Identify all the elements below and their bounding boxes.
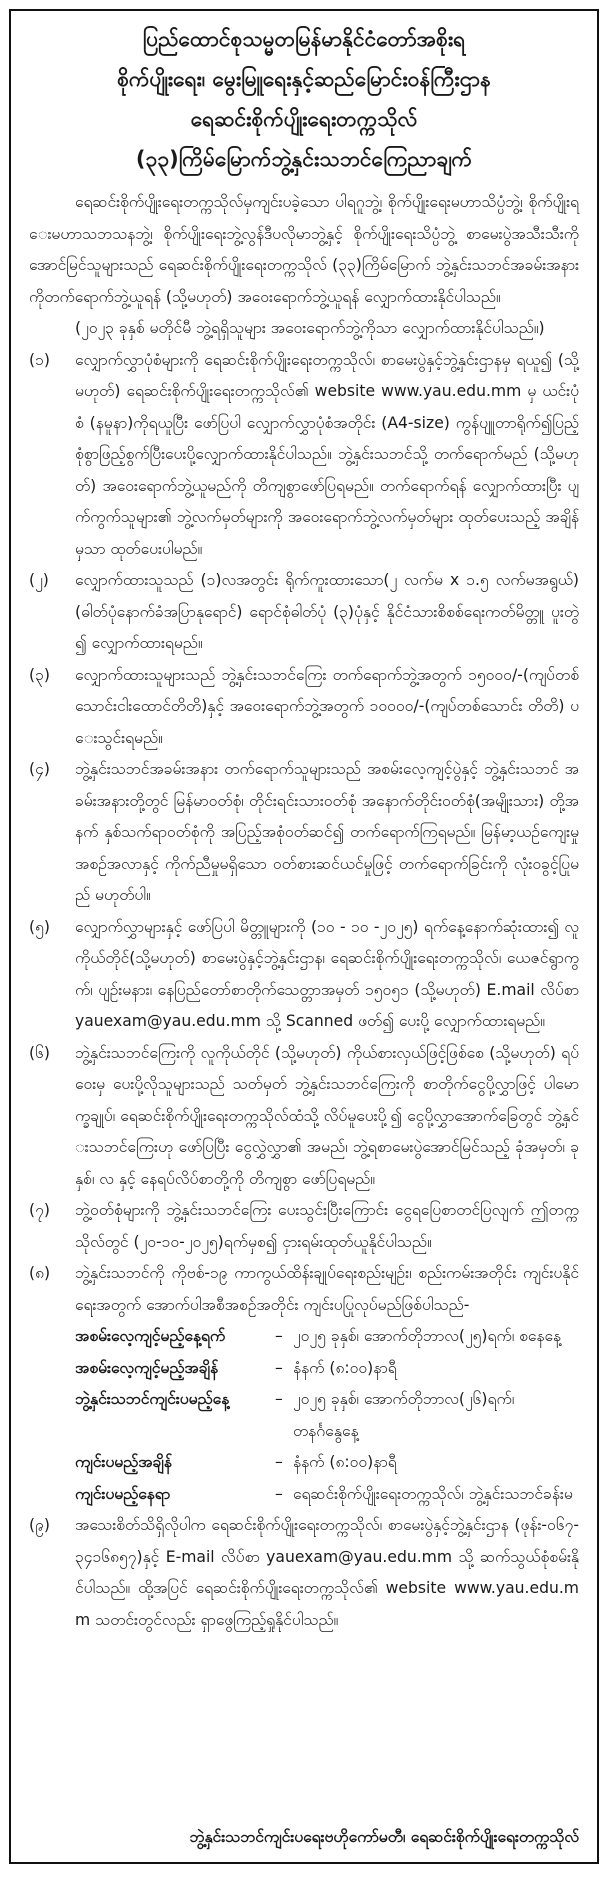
list-item (29, 1510, 579, 1636)
item-text: ဘွဲ့ဝတ်စုံများကို ဘွဲ့နှင်းသဘင်ကြေး ပေးသွင်းပြီးကြောင်း ငွေရပြေစာတင်ပြလျက် ဤတက္ကသိုလ်တွင် (၂၀-၁၀-၂၀၂၅)ရက်မှစ၍ ငှားရမ်းထုတ်ယူနိုင်ပါသည်။ (75, 1201, 579, 1251)
schedule-row: ကျင်းပမည့်နေရာ – ရေဆင်းစိုက်ပျိုးရေးတက္ကသိုလ်၊ ဘွဲ့နှင်းသဘင်ခန်းမ (75, 1479, 579, 1511)
item-number: (၃) (29, 665, 50, 684)
list-item (29, 912, 579, 1038)
list-item (29, 565, 579, 660)
item-text: ဘွဲ့နှင်းသဘင်ကို ကိုဗစ်-၁၉ ကာကွယ်ထိန်းချုပ်ရေးစည်းမျဉ်း၊ စည်းကမ်းအတိုင်း ကျင်းပနိုင်ရေးအတွက် အောက်ပါအစီအစဉ်အတိုင်း ကျင်းပပြုလုပ်မည်ဖြစ်ပါသည်- (75, 1264, 579, 1314)
item-number: (၉) (29, 1516, 50, 1534)
issuer-signature: ဘွဲ့နှင်းသဘင်ကျင်းပရေးဗဟိုကော်မတီ၊ ရေဆင်းစိုက်ပျိုးရေးတက္ကသိုလ် (189, 1828, 579, 1846)
schedule-value: ရေဆင်းစိုက်ပျိုးရေးတက္ကသိုလ်၊ ဘွဲ့နှင်းသဘင်ခန်းမ (293, 1484, 573, 1503)
ceremony-schedule (75, 1321, 579, 1510)
header-ministry: စိုက်ပျိုးရေး၊ မွေးမြူရေးနှင့်ဆည်မြောင်းဝန်ကြီးဌာန (117, 67, 491, 91)
list-item (29, 1195, 579, 1258)
item-text: လျှောက်ထားသူသည် (၁)လအတွင်း ရိုက်ကူးထားသော(၂ လက်မ x ၁.၅ လက်မအရွယ်) (ဓါတ်ပုံနောက်ခံအပြာနုရောင်) ရောင်စုံဓါတ်ပုံ (၃)ပုံနှင့် နိုင်ငံသားစိစစ်ရေးကတ်မိတ္တူ ပူးတွဲ၍ လျှောက်ထားရမည်။ (75, 571, 579, 652)
item-text: အသေးစိတ်သိရှိလိုပါက ရေဆင်းစိုက်ပျိုးရေးတက္ကသိုလ်၊ စာမေးပွဲနှင့်ဘွဲ့နှင်းဌာန (ဖုန်း-၀၆၇-၃၄၁၆၈၅၇)နှင့် E-mail လိပ်စာ yauexam@yau.edu.mm သို့ ဆက်သွယ်စုံစမ်းနိုင်ပါသည်။ ထို့အပြင် ရေဆင်းစိုက်ပျိုးရေးတက္ကသိုလ်၏ website www.yau.edu.mm သတင်းတွင်လည်း ရှာဖွေကြည့်ရှုနိုင်ပါသည်။ (75, 1516, 579, 1629)
list-item (29, 1258, 579, 1321)
header-government: ပြည်ထောင်စုသမ္မတမြန်မာနိုင်ငံတော်အစိုးရ (142, 27, 466, 51)
schedule-value: နံနက် (၈:၀၀)နာရီ (293, 1453, 397, 1471)
list-item (29, 660, 579, 755)
item-text: လျှောက်ထားသူများသည် ဘွဲ့နှင်းသဘင်ကြေး တက်ရောက်ဘွဲ့အတွက် ၁၅၀၀၀/-(ကျပ်တစ်သောင်းငါးထောင်တိတိ)နှင့် အဝေးရောက်ဘွဲ့အတွက် ၁၀၀၀၀/-(ကျပ်တစ်သောင်း တိတိ) ပေးသွင်းရမည်။ (75, 665, 579, 747)
schedule-label: ကျင်းပမည့်အချိန် (75, 1453, 172, 1471)
schedule-label: အစမ်းလေ့ကျင့်မည့်နေ့ရက် (75, 1327, 226, 1345)
item-number: (၂) (29, 571, 49, 589)
schedule-label: အစမ်းလေ့ကျင့်မည့်အချိန် (75, 1358, 219, 1377)
item-number: (၁) (29, 350, 50, 369)
item-number: (၈) (29, 1264, 51, 1282)
note-paragraph: (၂၀၂၃ ခုနှစ် မတိုင်မီ ဘွဲ့ရရှိသူများ အဝေးရောက်ဘွဲ့ကိုသာ လျှောက်ထားနိုင်ပါသည်။) (75, 319, 545, 337)
item-text: လျှောက်လွှာများနှင့် ဖော်ပြပါ မိတ္တူများကို (၁၀ - ၁၀ -၂၀၂၅) ရက်နေ့နောက်ဆုံးထား၍ လူကိုယ်တိုင်(သို့မဟုတ်) စာမေးပွဲနှင့်ဘွဲ့နှင်းဌာန၊ ရေဆင်းစိုက်ပျိုးရေးတက္ကသိုလ်၊ ယေဇင်ရွာကွက်၊ ပျဉ်းမနား၊ နေပြည်တော်စာတိုက်သေတ္တာအမှတ် ၁၅၀၅၁ (သို့မဟုတ်) E.mail လိပ်စာ yauexam@yau.edu.mm သို့ Scanned ဖတ်၍ ပေးပို့ လျှောက်ထားရမည်။ (75, 917, 579, 1030)
schedule-row: ကျင်းပမည့်အချိန် – နံနက် (၈:၀၀)နာရီ (75, 1447, 579, 1479)
header-university: ရေဆင်းစိုက်ပျိုးရေးတက္ကသိုလ် (190, 107, 418, 131)
list-item (29, 345, 579, 566)
list-item (29, 1038, 579, 1196)
item-text: ဘွဲ့နှင်းသဘင်အခမ်းအနား တက်ရောက်သူများသည် အစမ်းလေ့ကျင့်ပွဲနှင့် ဘွဲ့နှင်းသဘင် အခမ်းအနားတို့တွင် မြန်မာဝတ်စုံ၊ တိုင်းရင်းသားဝတ်စုံ အနောက်တိုင်းဝတ်စုံ(အမျိုးသား) တို့အနက် နှစ်သက်ရာဝတ်စုံကို အပြည့်အစုံဝတ်ဆင်၍ တက်ရောက်ကြရမည်။ မြန်မာ့ယဉ်ကျေးမှု အစဉ်အလာနှင့် ကိုက်ညီမှုမရှိသော ဝတ်စားဆင်ယင်မှုဖြင့် တက်ရောက်ခြင်းကို လုံးဝခွင့်ပြုမည် မဟုတ်ပါ။ (75, 760, 579, 904)
item-number: (၅) (29, 917, 50, 936)
schedule-row: ဘွဲ့နှင်းသဘင်ကျင်းပမည့်နေ့ – ၂၀၂၅ ခုနှစ်၊ အောက်တိုဘာလ(၂၆)ရက်၊ တနင်္ဂနွေနေ့ (75, 1384, 579, 1447)
schedule-value: ၂၀၂၅ ခုနှစ်၊ အောက်တိုဘာလ(၂၆)ရက်၊ တနင်္ဂနွေနေ့ (293, 1390, 515, 1440)
announcement-page (9, 9, 599, 1864)
list-item (29, 754, 579, 912)
intro-paragraph: ရေဆင်းစိုက်ပျိုးရေးတက္ကသိုလ်မှကျင်းပခဲ့သော ပါရဂူဘွဲ့၊ စိုက်ပျိုးရေးမဟာသိပ္ပံဘွဲ့၊ စိုက်ပျိုးရေးမဟာသဘသနဘွဲ့၊ စိုက်ပျိုးရေးဘွဲ့လွန်ဒီပလိုမာဘွဲ့နှင့် စိုက်ပျိုးရေးသိပ္ပံဘွဲ့ စာမေးပွဲအသီးသီးကို အောင်မြင်သူများသည် ရေဆင်းစိုက်ပျိုးရေးတက္ကသိုလ် (၃၃)ကြိမ်မြောက် ဘွဲ့နှင်းသဘင်အခမ်းအနားကိုတက်ရောက်ဘွဲ့ယူရန် (သို့မဟုတ်) အဝေးရောက်ဘွဲ့ယူရန် လျှောက်ထားနိုင်ပါသည်။ (29, 193, 579, 306)
schedule-value: နံနက် (၈:၀၀)နာရီ (293, 1358, 397, 1377)
schedule-row: အစမ်းလေ့ကျင့်မည့်နေ့ရက် – ၂၀၂၅ ခုနှစ်၊ အောက်တိုဘာလ(၂၅)ရက်၊ စနေနေ့ (75, 1321, 579, 1353)
item-number: (၇) (29, 1201, 50, 1219)
schedule-label: ကျင်းပမည့်နေရာ (75, 1484, 171, 1503)
item-text: လျှောက်လွှာပုံစံများကို ရေဆင်းစိုက်ပျိုးရေးတက္ကသိုလ်၊ စာမေးပွဲနှင့်ဘွဲ့နှင်းဌာနမှ ရယူ၍ (သို့မဟုတ်) ရေဆင်းစိုက်ပျိုးရေးတက္ကသိုလ်၏ website www.yau.edu.mm မှ ယင်းပုံစံ (နမူနာ)ကိုရယူပြီး ဖော်ပြပါ လျှောက်လွှာပုံစံအတိုင်း (A4-size) ကွန်ပျူတာရိုက်၍ပြည့်စုံစွာဖြည့်စွက်ပြီးပေးပို့လျှောက်ထားနိုင်ပါသည်။ ဘွဲ့နှင်းသဘင်သို့ တက်ရောက်မည် (သို့မဟုတ်) အဝေးရောက်ဘွဲ့ယူမည်ကို တိကျစွာဖော်ပြရမည်။ တက်ရောက်ရန် လျှောက်ထားပြီး ပျက်ကွက်သူများ၏ ဘွဲ့လက်မှတ်များကို အဝေးရောက်ဘွဲ့လက်မှတ်များ ထုတ်ပေးသည့် အချိန်မှသာ ထုတ်ပေးပါမည်။ (75, 350, 579, 558)
item-number: (၆) (29, 1043, 50, 1062)
schedule-label: ဘွဲ့နှင်းသဘင်ကျင်းပမည့်နေ့ (75, 1390, 230, 1408)
header-title: (၃၃)ကြိမ်မြောက်ဘွဲ့နှင်းသဘင်ကြေညာချက် (135, 147, 473, 171)
schedule-value: ၂၀၂၅ ခုနှစ်၊ အောက်တိုဘာလ(၂၅)ရက်၊ စနေနေ့ (293, 1327, 561, 1345)
item-text: ဘွဲ့နှင်းသဘင်ကြေးကို လူကိုယ်တိုင် (သို့မဟုတ်) ကိုယ်စားလှယ်ဖြင့်ဖြစ်စေ (သို့မဟုတ်) ရပ်ဝေးမှ ပေးပို့လိုသူများသည် သတ်မှတ် ဘွဲ့နှင်းသဘင်ကြေးကို စာတိုက်ငွေပို့လွှာဖြင့် ပါမောက္ခချုပ်၊ ရေဆင်းစိုက်ပျိုးရေးတက္ကသိုလ်ထံသို့ လိပ်မူပေးပို့၍ ငွေပို့လွှာအောက်ခြေတွင် ဘွဲ့နှင်းသဘင်ကြေးဟု ဖော်ပြပြီး ငွေလွှဲလွှာ၏ အမည်၊ ဘွဲ့ရစာမေးပွဲအောင်မြင်သည့် ခုံအမှတ်၊ ခုနှစ်၊ လ နှင့် နေရပ်လိပ်စာတို့ကို တိကျစွာ ဖော်ပြရမည်။ (75, 1043, 579, 1188)
item-number: (၄) (29, 760, 50, 778)
schedule-row: အစမ်းလေ့ကျင့်မည့်အချိန် – နံနက် (၈:၀၀)နာရီ (75, 1353, 579, 1385)
